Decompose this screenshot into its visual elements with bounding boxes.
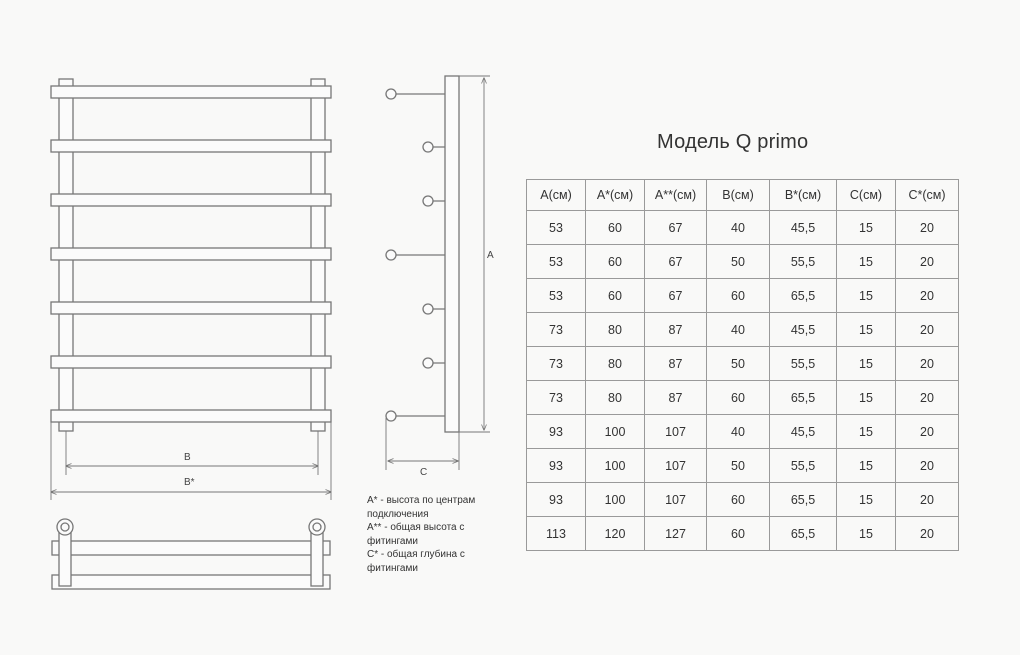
table-cell: 40 [707,313,770,347]
table-cell: 107 [645,449,707,483]
table-row [527,347,959,381]
side-view [386,76,490,470]
table-cell: 113 [527,517,586,551]
table-cell: 20 [896,245,959,279]
table-cell: 100 [586,483,645,517]
table-cell: 67 [645,211,707,245]
table-cell: 20 [896,483,959,517]
table-row [527,483,959,517]
column-header: A*(см) [586,180,645,211]
table-cell: 20 [896,415,959,449]
top-view [52,519,330,589]
table-cell: 93 [527,483,586,517]
dim-label-c: C [420,467,428,478]
table-cell: 50 [707,347,770,381]
table-cell: 15 [837,449,896,483]
table-cell: 80 [586,347,645,381]
table-cell: 45,5 [770,211,837,245]
table-row [527,517,959,551]
table-cell: 20 [896,381,959,415]
table-cell: 15 [837,347,896,381]
side-post [445,76,459,432]
rung [51,356,331,368]
column-header: B*(см) [770,180,837,211]
table-cell: 53 [527,245,586,279]
front-view [51,79,331,500]
table-cell: 65,5 [770,279,837,313]
table-cell: 87 [645,313,707,347]
table-cell: 55,5 [770,245,837,279]
table-cell: 73 [527,347,586,381]
table-cell: 15 [837,211,896,245]
note-c-star: C* - общая глубина с фитингами [367,549,465,574]
table-cell: 107 [645,483,707,517]
table-cell: 20 [896,517,959,551]
table-cell: 100 [586,415,645,449]
table-header-row [527,180,959,211]
table-cell: 60 [707,279,770,313]
table-row [527,279,959,313]
table-cell: 15 [837,245,896,279]
table-row [527,245,959,279]
table-cell: 55,5 [770,449,837,483]
table-row [527,313,959,347]
legend-notes [367,494,517,575]
table-cell: 93 [527,415,586,449]
table-cell: 53 [527,279,586,313]
left-leg [59,528,71,586]
size-table [526,179,959,551]
table-cell: 15 [837,381,896,415]
dim-label-a: A [487,250,494,261]
rung [51,140,331,152]
model-title: Модель Q primo [657,131,809,153]
table-cell: 15 [837,517,896,551]
table-cell: 20 [896,211,959,245]
table-cell: 100 [586,449,645,483]
table-cell: 40 [707,415,770,449]
table-cell: 87 [645,347,707,381]
table-cell: 50 [707,449,770,483]
bottom-rail [52,575,330,589]
table-row [527,415,959,449]
table-cell: 15 [837,415,896,449]
table-cell: 93 [527,449,586,483]
table-row [527,381,959,415]
table-cell: 60 [707,483,770,517]
table-cell: 20 [896,279,959,313]
table-cell: 80 [586,381,645,415]
rung [51,248,331,260]
dim-label-b: B [184,452,191,463]
table-cell: 65,5 [770,483,837,517]
table-cell: 45,5 [770,313,837,347]
table-cell: 60 [586,279,645,313]
table-cell: 60 [707,517,770,551]
table-cell: 50 [707,245,770,279]
note-a-double-star: A** - общая высота с фитингами [367,522,465,547]
table-cell: 73 [527,313,586,347]
table-cell: 65,5 [770,381,837,415]
table-cell: 53 [527,211,586,245]
table-cell: 107 [645,415,707,449]
top-rail [52,541,330,555]
table-cell: 127 [645,517,707,551]
table-cell: 60 [586,245,645,279]
right-leg [311,528,323,586]
note-a-star: A* - высота по центрам подключения [367,495,476,520]
table-cell: 40 [707,211,770,245]
table-cell: 80 [586,313,645,347]
table-cell: 65,5 [770,517,837,551]
column-header: C(см) [837,180,896,211]
table-cell: 55,5 [770,347,837,381]
table-cell: 67 [645,279,707,313]
table-cell: 20 [896,347,959,381]
table-cell: 20 [896,313,959,347]
rung [51,194,331,206]
table-cell: 120 [586,517,645,551]
column-header: B(см) [707,180,770,211]
rung [51,302,331,314]
column-header: A(см) [527,180,586,211]
column-header: C*(см) [896,180,959,211]
rung [51,86,331,98]
column-header: A**(см) [645,180,707,211]
table-cell: 45,5 [770,415,837,449]
table-cell: 15 [837,279,896,313]
table-cell: 73 [527,381,586,415]
table-cell: 15 [837,313,896,347]
table-cell: 60 [707,381,770,415]
table-cell: 15 [837,483,896,517]
dim-label-b-star: B* [184,477,195,488]
table-cell: 60 [586,211,645,245]
rung [51,410,331,422]
table-row [527,211,959,245]
table-cell: 87 [645,381,707,415]
table-cell: 20 [896,449,959,483]
table-row [527,449,959,483]
table-cell: 67 [645,245,707,279]
